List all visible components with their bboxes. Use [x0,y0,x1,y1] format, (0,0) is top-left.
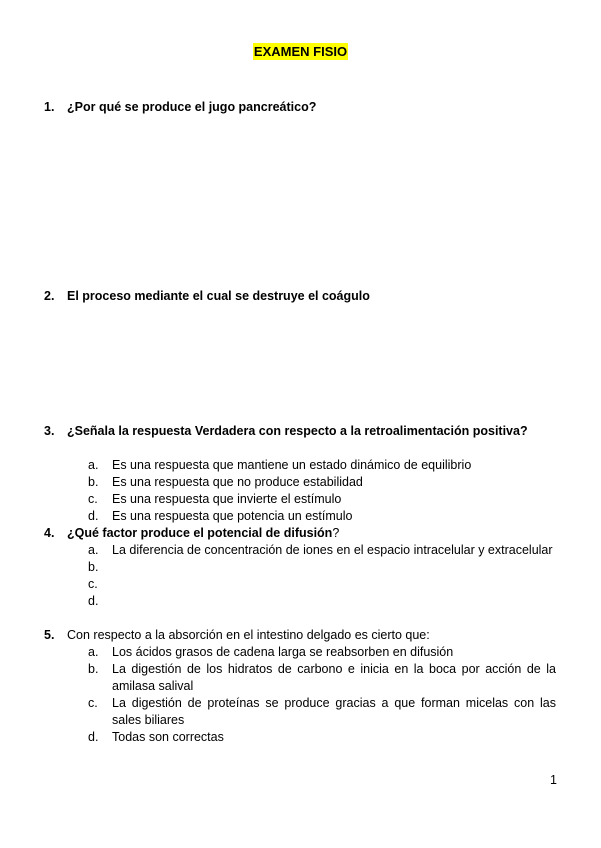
question-4-options [88,542,556,610]
option-a: a. Es una respuesta que mantiene un estado dinámico de equilibrio [88,458,472,472]
question-5-options [88,644,556,746]
question-number: 3. [44,424,55,438]
option-b: b. Es una respuesta que no produce estabilidad [88,475,363,489]
exam-title: EXAMEN FISIO [253,44,348,59]
question-3-options [88,457,548,525]
option-c: c. La digestión de proteínas se produce gracias a que forman micelas con las sales biliares [88,696,556,727]
question-text: ¿Señala la respuesta Verdadera con respecto a la retroalimentación positiva? [67,424,528,438]
option-d: d. Todas son correctas [88,730,224,744]
question-3 [44,423,557,457]
question-text: El proceso mediante el cual se destruye el coágulo [67,289,370,303]
option-b: b. [88,560,99,574]
question-suffix: ? [332,526,340,540]
option-d: d. Es una respuesta que potencia un estímulo [88,509,353,523]
option-a: a. La diferencia de concentración de iones en el espacio intracelular y extracelular [88,543,553,557]
question-number: 2. [44,289,55,303]
page-number: 1 [550,773,557,787]
question-text: ¿Qué factor produce el potencial de difusión [67,526,333,540]
question-number: 4. [44,526,55,540]
option-b: b. La digestión de los hidratos de carbono e inicia en la boca por acción de la amilasa salival [88,662,556,693]
question-text: Con respecto a la absorción en el intestino delgado es cierto que: [67,628,430,642]
question-text: ¿Por qué se produce el jugo pancreático? [67,100,317,114]
option-c: c. [88,577,98,591]
option-a: a. Los ácidos grasos de cadena larga se reabsorben en difusión [88,645,454,659]
option-d: d. [88,594,99,608]
question-number: 1. [44,100,55,114]
question-number: 5. [44,628,55,642]
option-c: c. Es una respuesta que invierte el estímulo [88,492,342,506]
